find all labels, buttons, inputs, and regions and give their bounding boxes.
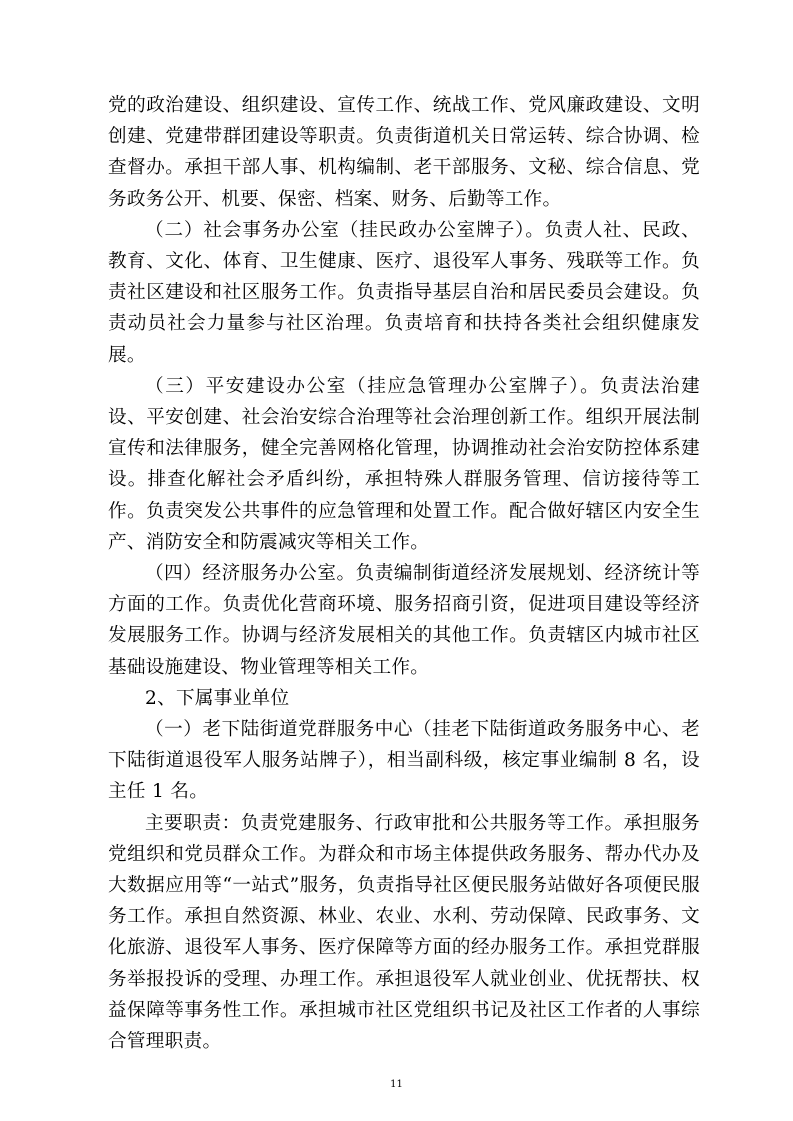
page-number: 11 [390, 1079, 403, 1090]
paragraph-main-duties: 主要职责：负责党建服务、行政审批和公共服务等工作。承担服务党组织和党员群众工作。为群众和市场主体提供政务服务、帮办代办及大数据应用等“一站式”服务，负责指导社区便民服务站做好各项便民服务工作。承担自然资源、林业、农业、水利、劳动保障、民政事务、文化旅游、退役军人事务、医疗保障等方面的经办服务工作。承担党群服务举报投诉的受理、办理工作。承担退役军人就业创业、优抚帮扶、权益保障等事务性工作。承担城市社区党组织书记及社区工作者的人事综合管理职责。 [108, 812, 700, 1053]
section-heading-subordinate-units: 2、下属事业单位 [145, 687, 290, 709]
paragraph-social-affairs-office: （二）社会事务办公室（挂民政办公室牌子）。负责人社、民政、教育、文化、体育、卫生健康、医疗、退役军人事务、残联等工作。负责社区建设和社区服务工作。负责指导基层自治和居民委员会建设。负责动员社会力量参与社区治理。负责培育和扶持各类社会组织健康发展。 [108, 219, 700, 366]
paragraph-party-service-center: （一）老下陆街道党群服务中心（挂老下陆街道政务服务中心、老下陆街道退役军人服务站牌子），相当副科级，核定事业编制 8 名，设主任 1 名。 [108, 719, 700, 803]
document-page [108, 90, 700, 1057]
paragraph-party-office-duties: 党的政治建设、组织建设、宣传工作、统战工作、党风廉政建设、文明创建、党建带群团建设等职责。负责街道机关日常运转、综合协调、检查督办。承担干部人事、机构编制、老干部服务、文秘、综合信息、党务政务公开、机要、保密、档案、财务、后勤等工作。 [108, 95, 700, 210]
paragraph-economic-service-office: （四）经济服务办公室。负责编制街道经济发展规划、经济统计等方面的工作。负责优化营商环境、服务招商引资，促进项目建设等经济发展服务工作。协调与经济发展相关的其他工作。负责辖区内城市社区基础设施建设、物业管理等相关工作。 [108, 563, 700, 678]
paragraph-public-security-office: （三）平安建设办公室（挂应急管理办公室牌子）。负责法治建设、平安创建、社会治安综合治理等社会治理创新工作。组织开展法制宣传和法律服务，健全完善网格化管理，协调推动社会治安防控体系建设。排查化解社会矛盾纠纷，承担特殊人群服务管理、信访接待等工作。负责突发公共事件的应急管理和处置工作。配合做好辖区内安全生产、消防安全和防震减灾等相关工作。 [108, 375, 700, 553]
